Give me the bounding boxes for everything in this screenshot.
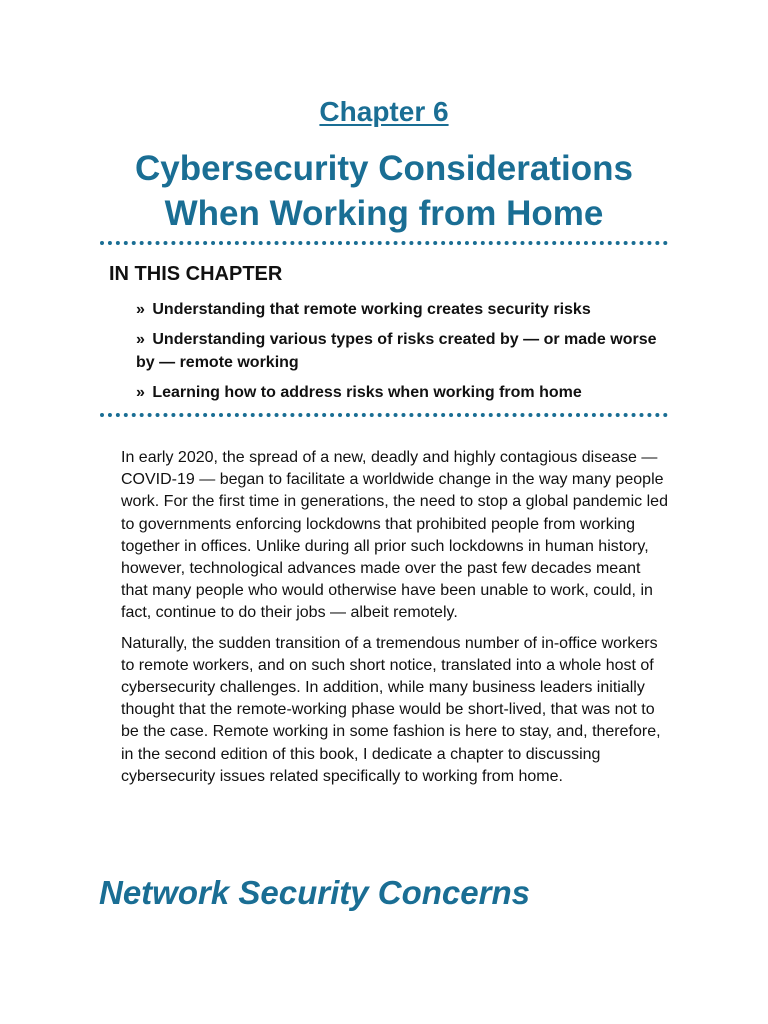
bullet-text: Learning how to address risks when working from home <box>152 384 582 401</box>
chapter-bullet-list <box>136 298 676 411</box>
chapter-bullet-item <box>136 328 676 374</box>
bullet-text: Understanding various types of risks created by — or made worse by — remote working <box>136 331 657 371</box>
bullet-chevron-icon: » <box>136 301 143 318</box>
body-paragraph: Naturally, the sudden transition of a tremendous number of in-office workers to remote workers, and on such short notice, translated into a whole host of cybersecurity challenges. In addition, while many business leaders initially thought that the remote-working phase would be short-lived, that was not to be the case. Remote working in some fashion is here to stay, and, therefore, in the second edition of this book, I dedicate a chapter to discussing cybersecurity issues related specifically to working from home. <box>121 634 661 785</box>
chapter-bullet-item <box>136 298 676 321</box>
chapter-title <box>0 146 768 236</box>
in-this-chapter-heading: IN THIS CHAPTER <box>109 263 283 285</box>
bullet-chevron-icon: » <box>136 384 143 401</box>
chapter-title-line-1: Cybersecurity Considerations <box>135 149 633 188</box>
body-paragraph: In early 2020, the spread of a new, deadly and highly contagious disease — COVID-19 — began to facilitate a worldwide change in the way many people work. For the first time in generations, the need to stop a global pandemic led to governments enforcing lockdowns that prohibited people from working together in offices. Unlike during all prior such lockdowns in human history, however, technological advances made over the past few decades meant that many people who would otherwise have been unable to work, could, in fact, continue to do their jobs — albeit remotely. <box>121 449 668 622</box>
chapter-title-line-2: When Working from Home <box>164 194 604 233</box>
chapter-label: Chapter 6 <box>319 96 449 127</box>
chapter-bullet-item <box>136 381 676 404</box>
section-heading: Network Security Concerns <box>99 874 530 911</box>
dotted-divider-top <box>100 241 668 245</box>
bullet-text: Understanding that remote working creates security risks <box>152 301 591 318</box>
body-text <box>121 447 671 796</box>
bullet-chevron-icon: » <box>136 331 143 348</box>
dotted-divider-bottom <box>100 413 668 417</box>
